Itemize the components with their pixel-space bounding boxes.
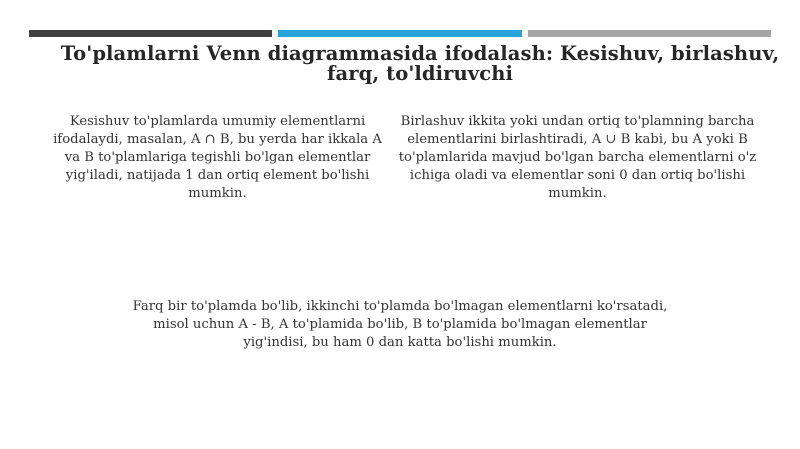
slide-title: To'plamlarni Venn diagrammasida ifodalash: Kesishuv, birlashuv, farq, to'ldiruvchi xyxy=(60,42,780,85)
header-bar-blue xyxy=(278,30,522,37)
paragraph-difference: Farq bir to'plamda bo'lib, ikkinchi to'plamda bo'lmagan elementlarni ko'rsatadi, misol uchun A - B, A to'plamida bo'lib, B to'plamida bo'lmagan elementlar yig'indisi, bu ham 0 dan katta bo'lishi mumkin. xyxy=(132,299,668,350)
header-bar-dark xyxy=(29,30,272,37)
paragraph-union: Birlashuv ikkita yoki undan ortiq to'plamning barcha elementlarini birlashtiradi, A ∪ B kabi, bu A yoki B to'plamlarida mavjud bo'lgan barcha elementlarni o'z ichiga oladi va elementlar soni 0 dan ortiq bo'lishi mumkin. xyxy=(398,114,757,201)
header-bar-gray xyxy=(528,30,771,37)
paragraph-intersection: Kesishuv to'plamlarda umumiy elementlarni ifodalaydi, masalan, A ∩ B, bu yerda har ikkala A va B to'plamlariga tegishli bo'lgan elementlar yig'iladi, natijada 1 dan ortiq element bo'lishi mumkin. xyxy=(53,114,382,201)
